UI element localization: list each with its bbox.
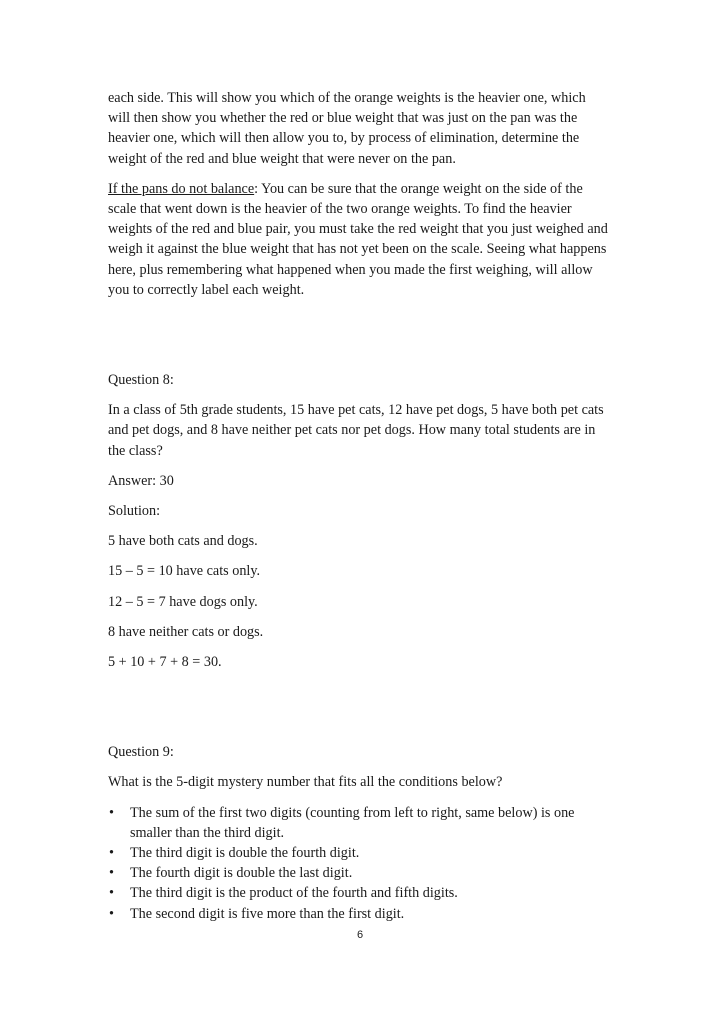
section-gap: [108, 682, 608, 742]
solution-step: 12 – 5 = 7 have dogs only.: [108, 593, 258, 610]
solution-step: 8 have neither cats or dogs.: [108, 623, 264, 640]
condition-item: • The fourth digit is double the last digit.: [108, 863, 608, 883]
question-8-heading: Question 8:: [108, 372, 174, 389]
unbalanced-pans-paragraph: [108, 179, 608, 300]
condition-item: • The second digit is five more than the first digit.: [108, 904, 608, 924]
solution-step: 15 – 5 = 10 have cats only.: [108, 563, 261, 580]
unbalanced-pans-lead: If the pans do not balance: [108, 180, 255, 197]
page-number: 6: [356, 929, 364, 941]
condition-item: • The third digit is double the fourth digit.: [108, 843, 608, 863]
question-8-problem: In a class of 5th grade students, 15 have pet cats, 12 have pet dogs, 5 have both pet cats and pet dogs, and 8 have neither pet cats nor pet dogs. How many total students are in the class?: [108, 402, 604, 459]
document-body: [108, 88, 608, 924]
question-8-answer: Answer: 30: [108, 472, 174, 489]
question-8-solution-label: Solution:: [108, 503, 161, 520]
continuation-paragraph: each side. This will show you which of the orange weights is the heavier one, which will then show you whether the red or blue weight that was just on the pan was the heavier one, which will then allow you to, by process of elimination, determine the weight of the red and blue weight that were never on the pan.: [108, 90, 586, 167]
question-9: [108, 742, 608, 924]
question-9-problem: What is the 5-digit mystery number that fits all the conditions below?: [108, 774, 503, 791]
section-gap: [108, 310, 608, 370]
question-9-heading: Question 9:: [108, 744, 174, 761]
solution-step: 5 + 10 + 7 + 8 = 30.: [108, 654, 222, 671]
condition-item: • The third digit is the product of the fourth and fifth digits.: [108, 883, 608, 903]
solution-step: 5 have both cats and dogs.: [108, 533, 258, 550]
conditions-list: [108, 803, 608, 924]
unbalanced-pans-text: : You can be sure that the orange weight on the side of the scale that went down is the heavier of the two orange weights. To find the heavier weights of the red and blue pair, you must take the red weight that you just weighed and weigh it against the blue weight that has not yet been on the scale. Seeing what happens here, plus remembering what happened when you made the first weighing, will allow you to correctly label each weight.: [108, 180, 608, 298]
question-8: [108, 370, 608, 672]
condition-item: • The sum of the first two digits (counting from left to right, same below) is one smaller than the third digit.: [108, 803, 608, 843]
